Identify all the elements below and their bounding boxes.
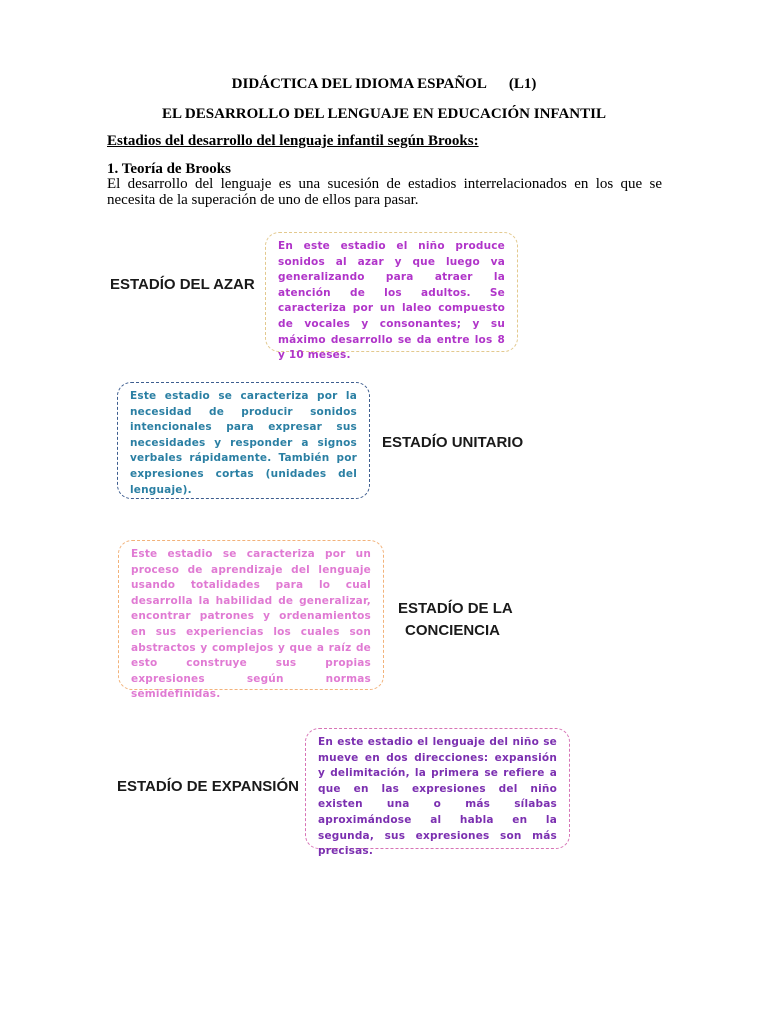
course-title-line	[0, 76, 768, 93]
stage-box-azar	[265, 232, 518, 362]
stage-text-conciencia: Este estadio se caracteriza por un proceso de aprendizaje del lenguaje usando totalidades para lo cual desarrolla la habilidad de generalizar, encontrar patrones y ordenamientos en sus experiencias los cuales son abstractos y complejos y que a raíz de esto construye sus propias expresiones según normas semidefinidas.	[131, 548, 371, 701]
stage-label-conciencia-2: CONCIENCIA	[405, 622, 501, 639]
stage-label-unitario: ESTADÍO UNITARIO	[382, 434, 524, 451]
theory-heading: 1. Teoría de Brooks	[107, 161, 231, 177]
stage-box-unitario	[117, 382, 370, 499]
stage-label-azar: ESTADÍO DEL AZAR	[110, 276, 255, 293]
intro-paragraph: El desarrollo del lenguaje es una sucesión de estadios interrelacionados en los que se necesita de la superación de uno de ellos para pasar.	[107, 176, 662, 208]
stage-label-conciencia-1: ESTADÍO DE LA	[398, 600, 513, 617]
stage-text-azar: En este estadio el niño produce sonidos al azar y que luego va generalizando para atraer la atención de los adultos. Se caracteriza por un laleo compuesto de vocales y consonantes; y su máximo desarrollo se da entre los 8 y 10 meses.	[278, 240, 505, 362]
main-title: EL DESARROLLO DEL LENGUAJE EN EDUCACIÓN INFANTIL	[162, 106, 606, 122]
course-title: DIDÁCTICA DEL IDIOMA ESPAÑOL	[231, 76, 487, 92]
stage-text-unitario: Este estadio se caracteriza por la necesidad de producir sonidos intencionales para expresar sus necesidades y responder a signos verbales rápidamente. También por expresiones cortas (unidades del lenguaje).	[130, 390, 357, 496]
stage-box-expansion	[305, 728, 570, 858]
stage-box-conciencia	[118, 540, 384, 701]
stage-text-expansion: En este estadio el lenguaje del niño se mueve en dos direcciones: expansión y delimitación, la primera se refiere a que en las expresiones del niño existen una o más sílabas aproximándose al habla en la segunda, sus expresiones son más precisas.	[318, 736, 557, 858]
stage-label-expansion: ESTADÍO DE EXPANSIÓN	[117, 778, 299, 795]
section-subtitle: Estadios del desarrollo del lenguaje infantil según Brooks:	[107, 133, 479, 149]
course-code: (L1)	[508, 76, 537, 92]
